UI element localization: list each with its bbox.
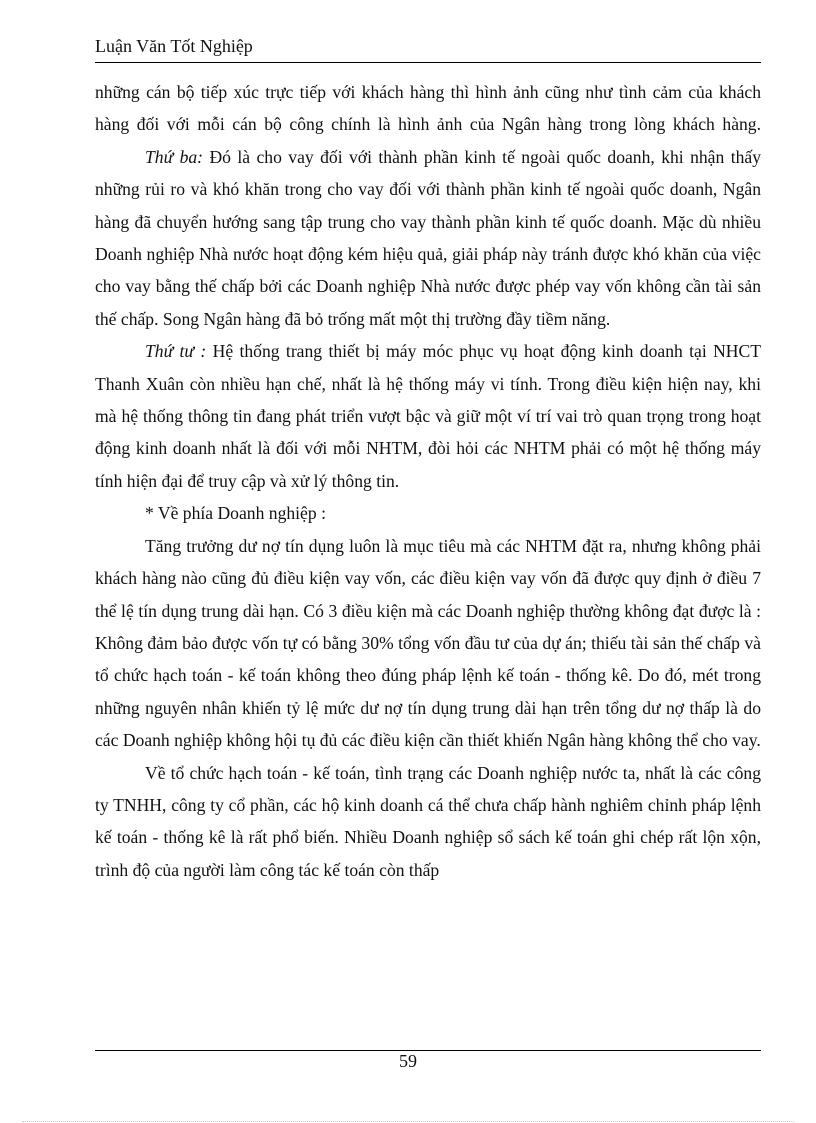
paragraph-6-text: Về tổ chức hạch toán - kế toán, tình trạng các Doanh nghiệp nước ta, nhất là các công ty TNHH, công ty cổ phần, các hộ kinh doanh cá thể chưa chấp hành nghiêm chỉnh pháp lệnh kế toán - thống kê là rất phổ biến. Nhiều Doanh nghiệp sổ sách kế toán ghi chép rất lộn xộn, trình độ của người làm công tác kế toán còn thấp — [95, 762, 761, 880]
paragraph-6 — [95, 757, 761, 887]
paragraph-1-text: những cán bộ tiếp xúc trực tiếp với khách hàng thì hình ảnh cũng như tình cảm của khách hàng đối với mỗi cán bộ công chính là hình ảnh của Ngân hàng trong lòng khách hàng. — [95, 82, 761, 135]
page-number: 59 — [399, 1051, 417, 1071]
paragraph-3-text: Hệ thống trang thiết bị máy móc phục vụ hoạt động kinh doanh tại NHCT Thanh Xuân còn nhiều hạn chế, nhất là hệ thống máy vi tính. Trong điều kiện hiện nay, khi mà hệ thống thông tin đang phát triển vượt bậc và giữ một ví trí vai trò quan trọng trong hoạt động kinh doanh nhất là đối với mỗi NHTM, đòi hỏi các NHTM phải có một hệ thống máy tính hiện đại để truy cập và xử lý thông tin. — [95, 341, 761, 491]
paragraph-2-text: Đó là cho vay đối với thành phần kinh tế ngoài quốc doanh, khi nhận thấy những rủi ro và khó khăn trong cho vay đối với thành phần kinh tế ngoài quốc doanh, Ngân hàng đã chuyển hướng sang tập trung cho vay thành phần kinh tế quốc doanh. Mặc dù nhiều Doanh nghiệp Nhà nước hoạt động kém hiệu quả, giải pháp này tránh được khó khăn của việc cho vay bằng thế chấp bởi các Doanh nghiệp Nhà nước được phép vay vốn không cần tài sản thế chấp. Song Ngân hàng đã bỏ trống mất một thị trường đầy tiềm năng. — [95, 146, 761, 329]
paragraph-5-text: Tăng trưởng dư nợ tín dụng luôn là mục tiêu mà các NHTM đặt ra, nhưng không phải khách hàng nào cũng đủ điều kiện vay vốn, các điều kiện vay vốn đã được quy định ở điều 7 thể lệ tín dụng trung dài hạn. Có 3 điều kiện mà các Doanh nghiệp thường không đạt được là : Không đảm bảo được vốn tự có bằng 30% tổng vốn đầu tư của dự án; thiếu tài sản thế chấp và tổ chức hạch toán - kế toán không theo đúng pháp lệnh kế toán - thống kê. Do đó, mét trong những nguyên nhân khiến tỷ lệ mức dư nợ tín dụng trung dài hạn trên tổng dư nợ thấp là do các Doanh nghiệp không hội tụ đủ các điều kiện cần thiết khiến Ngân hàng không thể cho vay. — [95, 535, 761, 751]
paragraph-1 — [95, 76, 761, 141]
paragraph-4 — [95, 497, 761, 529]
header-title: Luận Văn Tốt Nghiệp — [95, 36, 253, 56]
document-body — [95, 76, 761, 886]
paragraph-2 — [95, 141, 761, 335]
paragraph-3-lead: Thứ tư : — [145, 341, 207, 362]
paragraph-2-lead: Thứ ba: — [145, 146, 204, 167]
page-bottom-dotted-edge — [22, 1121, 794, 1122]
paragraph-5 — [95, 530, 761, 757]
paragraph-4-text: * Về phía Doanh nghiệp : — [145, 503, 326, 524]
paragraph-3 — [95, 335, 761, 497]
header-rule — [95, 62, 761, 63]
